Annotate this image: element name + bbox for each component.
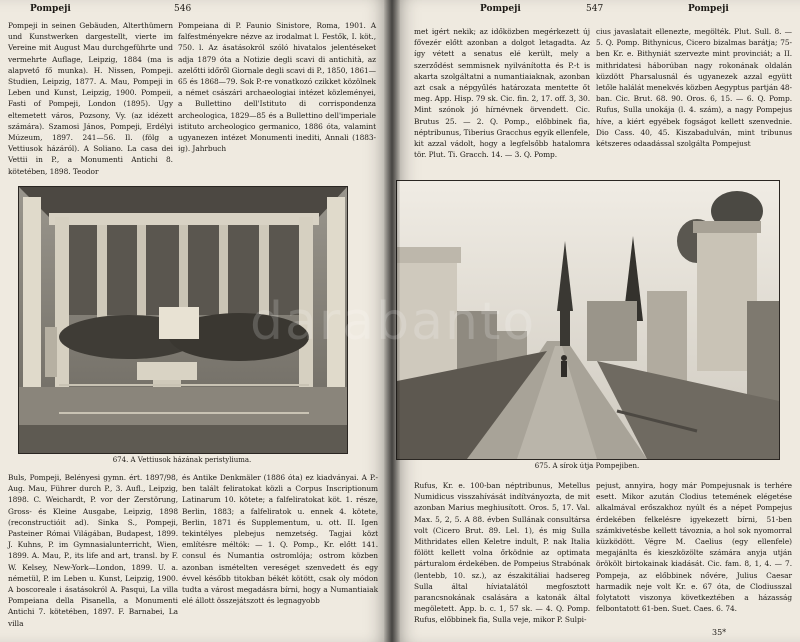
right-col2-text: cius javaslatait ellenezte, megölték. Plut. Sull. 8. — 5. Q. Pomp. Bithynicus, Cicero bizalmas barátja; 75-ben Kr. e. Bithyniát szervezte mint provinciát; a II. mithridatesi háborúban nagy rokonának oldalán küzdött Pharsalusnál és ugyanezek azzal együtt letőle halálát menekvés közben Aegyptus partján 48-ban. Cic. Brut. 68. 90. Oros. 6, 15. — 6. Q. Pomp. Rufus, Sulla unokája (l. 4. szám), a nagy Pompejus híve, a kiért egyébek fogságot kellett szenvednie. Dio Cass. 40, 45. Kiszabadulván, mint tribunus kétszeres odaadással szolgálta Pompejust	[596, 27, 793, 149]
peristyle-illustration	[19, 187, 347, 453]
right-page	[392, 0, 800, 642]
left-running-head: Pompeji	[30, 4, 71, 14]
left-col1-text: Pompeji in seinen Gebäuden, Alterthümern und Kunstwerken dargestellt, vierte im Vereine mit August Mau durchgeführte und vermehrte Auflage, Leipzig, 1884 (ma is alapvető fő munka). H. Nissen, Pompeji. Studien, Leipzig, 1877. A. Mau, Pompeji in Leben und Kunst, Leipzig, 1900. Pompeii, Fasti of Pompeji, London (1895). Ugy eltemetett város, Pozsony, Vy. (az idézett számára). Szamosi János, Pompeji, Erdélyi Múzeum, 1897. 241—56. Il. (fölg a Vettiusok házáról). A Soliano. La casa dei Vettii in P., a Monumenti Antichi 8. kötetében, 1898. Teodor	[8, 21, 173, 176]
book-gutter	[384, 0, 400, 642]
right-running-head-left: Pompeji	[480, 4, 521, 14]
left-col2-text: Pompeiana di P. Faunio Sinistore, Roma, 1901. A falfestményekre nézve az irodalmat l. Festők, I. köt., 750. l. Az ásatásokról szóló hivatalos jelentéseket adja 1879 óta a Notizie degli scavi di antichità, az azelőtti időről Giornale degli scavi di P., 1850, 1861—65 és 1868—79. Sok P.-re vonatkozó czikket közölnek a német császári archaeologiai intézet közleményei, a Bullettino dell'Istituto di corrispondenza archeologica, 1829—85 és a Bullettino dell'imperiale istituto archeologico germanico, 1886 óta, valamint ugyanezen intézet Monumenti inediti, Annali (1883-ig). Jahrbuch	[178, 21, 376, 154]
right-page-number: 547	[586, 4, 604, 14]
left-col3-text: Buls, Pompeji, Belényesi gymn. ért. 1897/98, Aug. Mau, Führer durch P., 3. Aufl., Leipzig, 1898. C. Weichardt, P. vor der Zerstörung, Gross- és Kleine Ausgabe, Leipzig, 1898 (reconstructióit ad). Sinka S., Pompeji, Pasteiner Római Világában, Budapest, 1899. J. Kuhns, P. im Gymnasialunterricht, Wien, 1899. A. Mau, P., its life and art, transl. by F. W. Kelsey, New-York—London, 1899. U. a. németül, P. im Leben u. Kunst, Leipzig, 1900. A boscoreale i ásatásokról A. Pasqui, La villa Pompeiana della Pisanella, a Monumenti Antichi 7. kötetében, 1897. F. Barnabei, La villa	[8, 473, 178, 628]
left-page	[0, 0, 392, 642]
right-col1-text: met igért nekik; az időközben megérkezett új fővezér előtt azonban a dolgot letagadta. Az így vétett a senatus elé került, mely a szerződést semmisnek nyilvánította és P.-t is akarta szolgáltatni a numantiaiaknak, azonban azt csak a népgyűlés határozata mentette őt meg. App. Hisp. 79 sk. Cic. fin. 2, 17. off. 3, 30. Mint szónok jó hírnévnek örvendett. Cic. Brutus 25. — 2. Q. Pomp., előbbinek fia, néptribunus, Tiberius Gracchus egyik ellenfele, kit azzal vádolt, hogy a legfelsőbb hatalomra tör. Plut. Ti. Gracch. 14. — 3. Q. Pomp.	[414, 27, 590, 160]
figure-674-caption: 674. A Vettiusok házának peristyliuma.	[112, 456, 252, 464]
right-running-head-right: Pompeji	[688, 4, 729, 14]
right-col3-text: Rufus, Kr. e. 100-ban néptribunus, Metellus Numidicus visszahívását indítványozta, de mit azonban Marius meghiusított. Oros. 5, 17. Val. Max. 5, 2, 5. A 88. évben Sullának consultársa volt (Cicero Brut. 89. Lel. 1), és mig Sulla Mithridates ellen Keletre indult, P. nak Italia fölött kellett volna őrködnie az optimata párturalom érdekében. de Pompeius Strabónak (lentebb, 10. sz.), az északitáliai hadsereg Sulla által híviatalától megfosztott parancsnokának csalására a katonák által megöletett. App. b. c. 1, 57 sk. — 4. Q. Pomp. Rufus, előbbinek fia, Sulla veje, mikor P. Sulpi-	[414, 481, 590, 625]
folio-mark: 35*	[712, 628, 727, 637]
left-page-number: 546	[174, 4, 192, 14]
peristyle-photo	[18, 186, 348, 454]
street-of-tombs-illustration	[397, 181, 779, 459]
right-col4-text: pejust, annyira, hogy már Pompejusnak is terhére esett. Mikor azután Clodius tetemének elégetése alkalmával erőszakhoz nyúlt és a népet Pompejus érdekében felkelésre igyekezett bírni, 51-ben számkivetésbe kellett távoznia, a hol sok nyomorral küzködött. Végre M. Caelius (egy ellenfele) megajánlta és kieszközölte számára anyja utján örökölt birtokainak kiadását. Cic. fam. 8, 1, 4. — 7. Pompeja, az előbbinek nővére, Julius Caesar harmadik neje volt Kr. e. 67 óta, de Clodiusszal folytatott viszonya következtében a házasság felbontatott 61-ben. Suet. Caes. 6. 74.	[596, 481, 792, 614]
left-col4-text: és Antike Denkmäler (1886 óta) ez kiadványai. A P.-ben talált feliratokat közli a Corpus Inscriptionum Latinarum 10. kötete; a falfeliratokat köt. 1. része, Berlin, 1883; a falfeliratok u. ennek 4. kötete, Berlin, 1871 és Supplementum, u. ott. II. Igen tekintélyes plebejus nemzetség. Tagjai közt említésre méltók: — 1. Q. Pomp., Kr. előtt 141. consul és Numantia ostromlója; ostrom közben azonban ismételten vereséget szenvedett és egy évvel később titokban békét kötött, csak oly módon tudta a várost megadásra bírni, hogy a Numantiaiak elé állott összejátszott és legnagyobb	[182, 473, 378, 606]
street-of-tombs-photo	[396, 180, 780, 460]
figure-675-caption: 675. A sírok útja Pompejiben.	[534, 462, 640, 470]
